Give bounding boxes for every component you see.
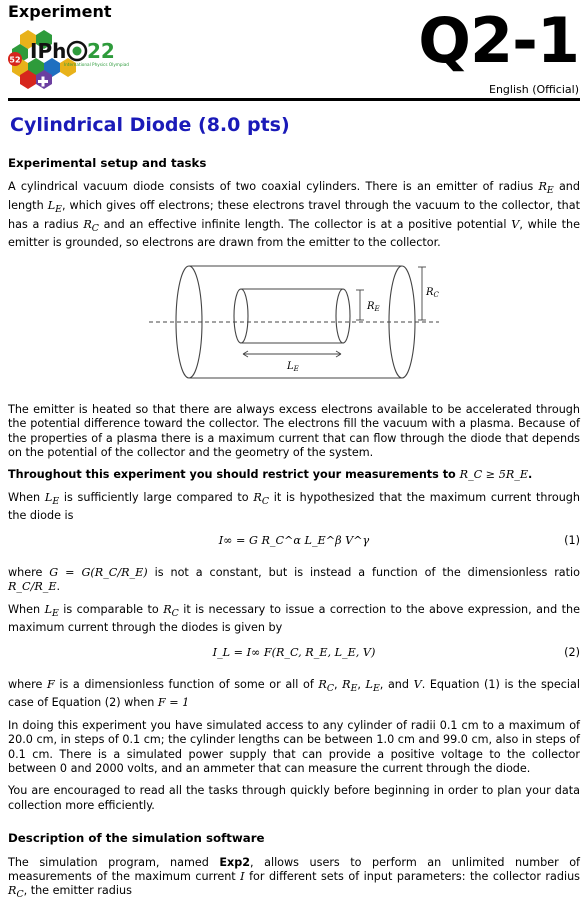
- ipho-logo: [6, 25, 136, 89]
- planning-paragraph: You are encouraged to read all the tasks through quickly before beginning in order to plan your data collection more efficiently.: [8, 784, 580, 812]
- label-le: $L_E$: [287, 360, 299, 373]
- logo-brand-right: 22: [87, 39, 115, 63]
- correction-paragraph: When $L_E$ is comparable to $R_C$ it is necessary to issue a correction to the above expression, and the maximum current through the diodes is given by: [8, 602, 580, 635]
- section-heading-setup: Experimental setup and tasks: [8, 156, 207, 170]
- label-rc: $R_C$: [426, 286, 439, 299]
- equation-1: [8, 534, 580, 556]
- label-re: $R_E$: [367, 300, 380, 313]
- restriction-note: Throughout this experiment you should restrict your measurements to R_C ≥ 5R_E.: [8, 468, 533, 482]
- equation-2-number: (2): [564, 645, 580, 659]
- equation-2: [8, 646, 580, 668]
- diode-figure: [8, 259, 580, 391]
- g-function-paragraph: where G = G(R_C/R_E) is not a constant, but is instead a function of the dimensionless ratio R_C/R_E.: [8, 565, 581, 594]
- logo-brand-left: IPh: [30, 39, 67, 63]
- page-content: [8, 108, 580, 911]
- logo-caption: International Physics Olympiad: [64, 62, 129, 67]
- hypothesis-paragraph: When $L_E$ is sufficiently large compared to $R_C$ it is hypothesized that the maximum current through the diode is: [8, 490, 580, 523]
- emitter-left-end: [234, 289, 248, 343]
- experiment-label: Experiment: [8, 2, 112, 21]
- header-rule: [8, 98, 580, 101]
- intro-paragraph: A cylindrical vacuum diode consists of two coaxial cylinders. There is an emitter of radius $R_E$ and length $L_E$, which gives off electrons; these electrons travel through the vacuum to the collector, that has a radius $R_C$ and an effective infinite length. The collector is at a positive potential V, while the emitter is grounded, so electrons are drawn from the emitter to the collector.: [8, 180, 580, 250]
- f-function-paragraph: where F is a dimensionless function of some or all of $R_C$, $R_E$, $L_E$, and V. Equation (1) is the special case of Equation (2) when F = 1: [8, 677, 580, 710]
- logo-number: 52: [9, 55, 21, 65]
- page-title: Cylindrical Diode (8.0 pts): [10, 114, 290, 136]
- equation-1-number: (1): [564, 533, 580, 547]
- section-heading-software: Description of the simulation software: [8, 831, 265, 846]
- language-label: English (Official): [489, 83, 579, 96]
- plasma-paragraph: The emitter is heated so that there are always excess electrons available to be accelerated through the potential difference toward the collector. The electrons fill the vacuum with a plasma. Because of the properties of a plasma there is a maximum current that can flow through the diode that depends on the potential of the collector and the geometry of the system.: [8, 402, 580, 459]
- question-number: Q2-1: [418, 4, 579, 77]
- simulation-limits-paragraph: In doing this experiment you have simulated access to any cylinder of radii 0.1 cm to a maximum of 20.0 cm, in steps of 0.1 cm; the cylinder lengths can be between 1.0 cm and 99.0 cm, also in steps of 0.1 cm. There is a simulated power supply that can provide a positive voltage to the collector between 0 and 2000 volts, and an ammeter that can measure the current through the diode.: [8, 718, 580, 775]
- page-header: [0, 0, 587, 100]
- equation-2-body: I_L = I∞ F(R_C, R_E, L_E, V): [212, 645, 376, 659]
- emitter-body: [241, 289, 343, 343]
- cylinder-diagram: [149, 259, 439, 387]
- software-paragraph: The simulation program, named Exp2, allows users to perform an unlimited number of measurements of the maximum current I for different sets of input parameters: the collector radius $R_C$, the emitter radius: [8, 855, 581, 901]
- equation-1-body: I∞ = G R_C^α L_E^β V^γ: [218, 533, 370, 547]
- emitter-right-end: [336, 289, 350, 343]
